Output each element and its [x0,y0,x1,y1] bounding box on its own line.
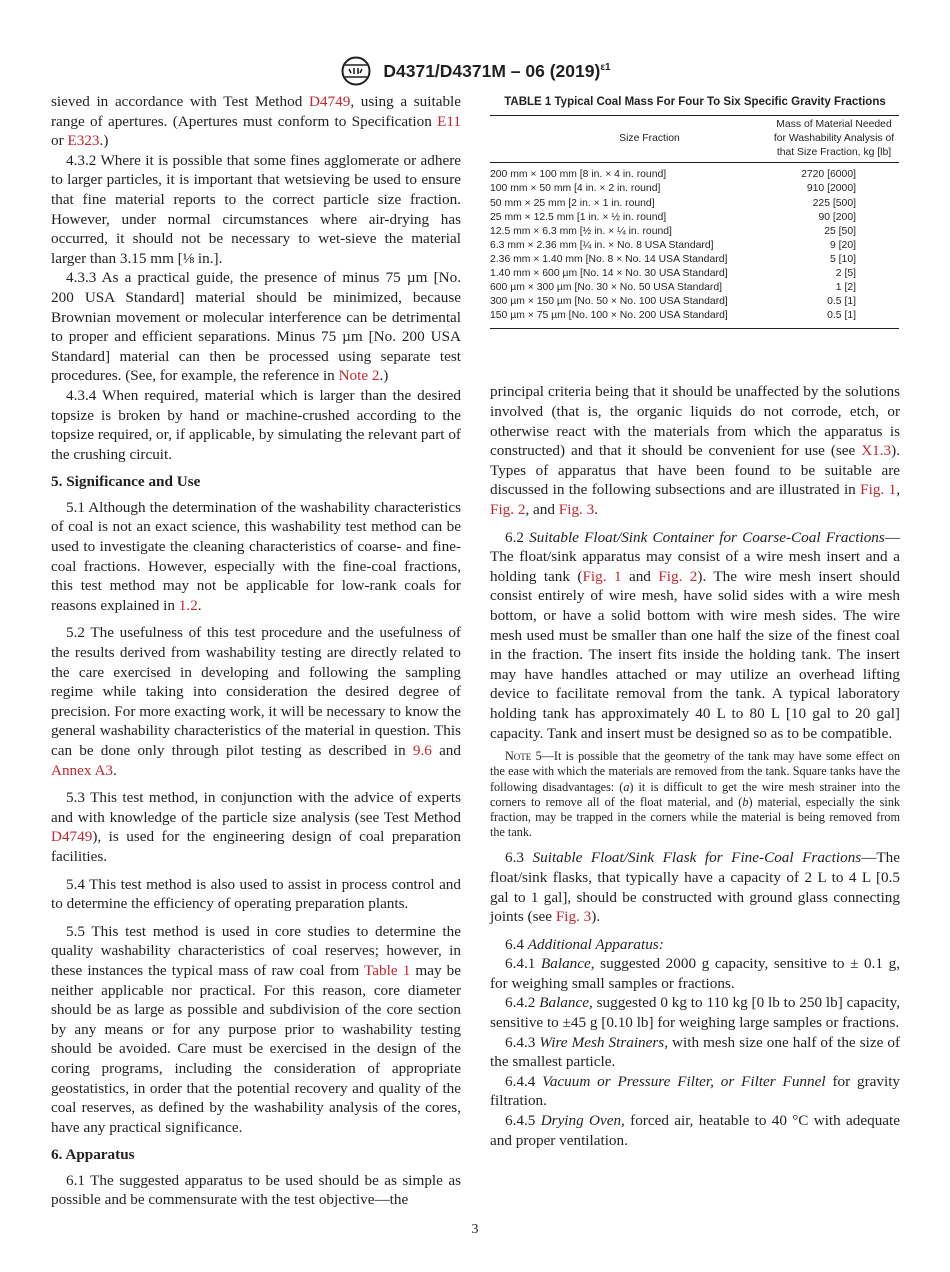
table-cell-mass: 910 [2000] [806,183,856,195]
table-cell-size: 200 mm × 100 mm [8 in. × 4 in. round] [490,169,667,181]
paragraph-5-5: 5.5 This test method is used in core studies to determine the quality washability characteristics of coal reserves; however, in these instances the typical mass of raw coal from Table 1 may be neither applicable nor practical. For this reason, core diameter should be as large as possible and subdivision of the core section by any means or for any purpose prior to washability testing should be avoided. Care must be exercised in the design of the coring programs, including the consideration of appropriate geostatistics, in order that the potential recovery and quality of the coal reserves, as defined by the washability analysis of the cores, have any practical significance. [51,922,461,1136]
paragraph-5-3: 5.3 This test method, in conjunction with the advice of experts and with knowledge of the particle size analysis (see Test Method D4749), is used for the engineering design of coal preparation facilities. [51,789,461,865]
document-designation: D4371/D4371M – 06 $(2019)^{\varepsilon 1}$ [383,60,611,81]
table-cell-mass: 0.5 [1] [769,309,899,329]
paragraph-6-4-4: 6.4.4 Vacuum or Pressure Filter, or Filter Funnel for gravity filtration. [490,1072,901,1110]
paragraph-6-1-cont: principal criteria being that it should be unaffected by the solutions involved (that is, the organic liquids do not corrode, etch, or otherwise react with the materials from which the apparatus is constructed) and that it should be convenient for use (see X1.3). Types of apparatus that have been found to be suitable are discussed in the following subsections and are illustrated in Fig. 1, Fig. 2, and Fig. 3. [490,383,901,518]
table-cell-mass: 2 [5] [835,268,856,280]
table-cell-size: 150 µm × 75 µm [No. 100 × No. 200 USA Standard] [490,309,769,329]
table-header-size-fraction: Size Fraction [490,116,769,163]
link-note-2[interactable]: Note 2 [338,367,380,385]
table-row [490,163,899,183]
link-9-6[interactable]: 9.6 [412,742,432,759]
table-row [490,239,899,253]
paragraph-6-3: 6.3 Suitable Float/Sink Flask for Fine-Coal Fractions—The float/sink flasks, that typically have a capacity of 2 L to 4 L [0.5 gal to 1 gal], should be constructed with ground glass connecting joints (see Fig. 3). [490,849,901,926]
table-cell-mass: 0.5 [1] [827,296,856,308]
table-cell-size: 100 mm × 50 mm [4 in. × 2 in. round] [490,183,661,195]
paragraph-6-4: 6.4 Additional Apparatus: [505,935,664,953]
note-5: Note 5—It is possible that the geometry of the tank may have some effect on the ease with which the materials are removed from the tank. Square tanks have the following disadvantages: (a) it is difficult to get the wire mesh strainer into the corners to remove all of the float material, and (b) material, especially the sink fraction, may be trapped in the corners while the material is being removed from the tank. [490,749,901,840]
section-heading-5: 5. Significance and Use [51,473,201,491]
table-cell-size: 300 µm × 150 µm [No. 50 × No. 100 USA Standard] [490,296,728,308]
table-caption: TABLE 1 Typical Coal Mass For Four To Six Specific Gravity Fractions [504,96,886,108]
table-cell-mass: 90 [200] [818,211,856,223]
paragraph-5-2: 5.2 The usefulness of this test procedure and the usefulness of the results derived from washability testing are directly related to the care exercised in developing and following the sampling regime while taking into consideration the desired degree of precision. For more exacting work, it will be necessary to know the general washability characteristics of the material in question. This can be done only through pilot testing as described in 9.6 and Annex A3. [51,624,461,779]
link-fig-2[interactable]: Fig. 2 [658,567,698,585]
table-cell-size: 2.36 mm × 1.40 mm [No. 8 × No. 14 USA Standard] [490,253,728,265]
page-header [0,56,950,86]
table-cell-mass: 5 [10] [830,253,856,265]
table-header-mass: Mass of Material Needed for Washability Analysis of that Size Fraction, kg [lb] [769,116,899,163]
astm-logo-icon [339,56,373,86]
section-heading-6: 6. Apparatus [51,1146,135,1164]
table-cell-size: 12.5 mm × 6.3 mm [½ in. × ¼ in. round] [490,225,672,237]
table-cell-size: 6.3 mm × 2.36 mm [¼ in. × No. 8 USA Standard] [490,239,714,251]
paragraph-4-3-2: 4.3.2 Where it is possible that some fines agglomerate or adhere to larger particles, it is important that wetsieving be used to ensure that fine material reports to the correct particle size fraction. However, under normal circumstances where air-drying has occurred, it should not be necessary to wet-sieve the material larger than 3.15 mm [⅛ in.]. [51,151,461,267]
paragraph-4-3-3: 4.3.3 As a practical guide, the presence of minus 75 µm [No. 200 USA Standard] material should be minimized, because Brownian movement or molecular interference can be detrimental to proper and efficient separations. Minus 75 µm [No. 200 USA Standard] material can then be processed using separate test procedures. (See, for example, the reference in Note 2.) [51,269,461,385]
right-column [490,92,900,1150]
link-annex-a3[interactable]: Annex A3 [51,761,114,779]
paragraph-6-2: 6.2 Suitable Float/Sink Container for Coarse-Coal Fractions—The float/sink apparatus may consist of a wire mesh insert and a holding tank (Fig. 1 and Fig. 2). The wire mesh insert should consist entirely of wire mesh, have solid sides with a wire mesh bottom, or have a solid bottom with wire mesh sides. The wire mesh used must be smaller than one half the size of the finest coal in the fraction. The insert fits inside the holding tank. The insert may have handles attached or may utilize an overhead lifting device to facilitate removal from the tank. A typical laboratory holding tank has approximately 40 L to 80 L [10 gal to 20 gal] capacity. Tank and insert must be designed so as to be compatible. [490,528,900,742]
table-row [490,281,899,295]
table-cell-mass: 1 [2] [835,282,856,294]
left-column [51,92,461,1210]
paragraph-6-4-5: 6.4.5 Drying Oven, forced air, heatable to 40 °C with adequate and proper ventilation. [490,1112,900,1149]
paragraph-5-1: 5.1 Although the determination of the washability characteristics of coal is not an exact science, this washability test method can be used to investigate the cleaning characteristics of coarse- and fine-coal fractions. However, especially with the fine-coal fractions, this test method may not be applicable for low-rank coals for reasons explained in 1.2. [51,498,461,614]
link-x1-3[interactable]: X1.3 [861,442,892,460]
link-fig-2[interactable]: Fig. 2 [490,500,526,518]
link-fig-1[interactable]: Fig. 1 [860,481,897,499]
table-row [490,295,899,309]
table-cell-mass: 25 [50] [824,225,856,237]
table-row [490,267,899,281]
page-number: 3 [471,1222,479,1237]
link-e323[interactable]: E323 [67,132,100,150]
coal-mass-table [490,115,899,329]
table-row [490,197,899,211]
paragraph-6-4-2: 6.4.2 Balance, suggested 0 kg to 110 kg [0 lb to 250 lb] capacity, sensitive to ±45 g [0.10 lb] for weighing large samples or fractions. [490,994,901,1032]
table-cell-size: 50 mm × 25 mm [2 in. × 1 in. round] [490,197,655,209]
paragraph-4-3-4: 4.3.4 When required, material which is larger than the desired topsize is broken by hand or machine-crushed according to the topsize required, or, if applicable, by simulating the relevant part of the crushing circuit. [51,386,461,463]
link-fig-3[interactable]: Fig. 3 [555,908,592,926]
table-row [490,253,899,267]
table-row [490,309,899,329]
link-d4749[interactable]: D4749 [51,828,93,846]
table-cell-size: 600 µm × 300 µm [No. 30 × No. 50 USA Standard] [490,282,723,294]
table-cell-mass: 225 [500] [812,197,856,209]
table-cell-mass: 9 [20] [830,239,856,251]
table-cell-mass: 2720 [6000] [801,169,856,181]
paragraph-4-3-1-cont: sieved in accordance with Test Method D4749, using a suitable range of apertures. (Apertures must conform to Specification E11 or E323.) [51,93,462,150]
table-row [490,211,899,225]
link-fig-1[interactable]: Fig. 1 [582,567,622,585]
link-e11[interactable]: E11 [437,112,461,130]
link-fig-3[interactable]: Fig. 3 [558,500,595,518]
table-row [490,225,899,239]
table-cell-size: 1.40 mm × 600 µm [No. 14 × No. 30 USA Standard] [490,268,728,280]
table-cell-size: 25 mm × 12.5 mm [1 in. × ½ in. round] [490,211,667,223]
paragraph-6-4-3: 6.4.3 Wire Mesh Strainers, with mesh size one half of the size of the smallest particle. [490,1033,900,1071]
table-row [490,182,899,196]
link-1-2[interactable]: 1.2 [178,596,198,614]
paragraph-5-4: 5.4 This test method is also used to assist in process control and to determine the efficiency of operating preparation plants. [51,875,461,913]
link-d4749[interactable]: D4749 [308,93,351,110]
paragraph-6-1: 6.1 The suggested apparatus to be used should be as simple as possible and be commensurate with the test objective—the [51,1171,461,1209]
paragraph-6-4-1: 6.4.1 Balance, suggested 2000 g capacity, sensitive to ± 0.1 g, for weighing small samples or fractions. [490,955,900,992]
link-table-1[interactable]: Table 1 [364,961,411,979]
